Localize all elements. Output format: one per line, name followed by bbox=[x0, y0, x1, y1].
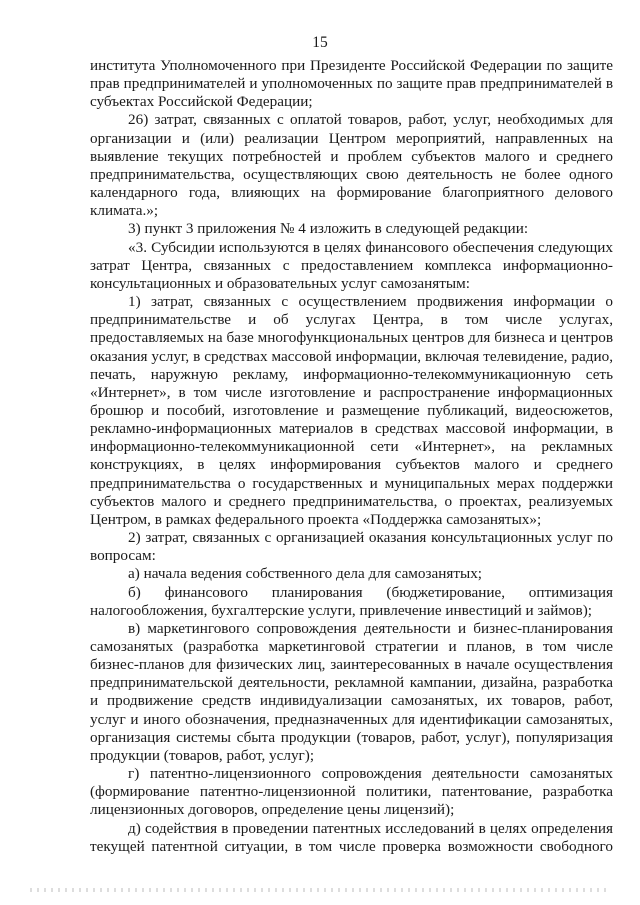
paragraph-subitem-v: в) маркетингового сопровождения деятельности и бизнес-планирования самозанятых (разработка маркетинговой стратегии и планов, в том числе бизнес-планов для физических лиц, заинтересованных в начале осуществления предпринимательской деятельности, рекламной кампании, дизайна, разработка и продвижение средств индивидуализации самозанятых, их товаров, работ, услуг и иного обозначения, предназначенных для идентификации самозанятых, организация системы сбыта продукции (товаров, работ, услуг), популяризация продукции (товаров, работ, услуг); bbox=[90, 619, 613, 764]
paragraph-item-26: 26) затрат, связанных с оплатой товаров, работ, услуг, необходимых для организации и (или) реализации Центром мероприятий, направленных на выявление текущих потребностей и проблем субъектов малого и среднего предпринимательства, осуществляющих свою деятельность не более одного календарного года, влияющих на формирование благоприятного делового климата.»; bbox=[90, 111, 613, 220]
paragraph-subitem-g: г) патентно-лицензионного сопровождения деятельности самозанятых (формирование патентно-лицензионной политики, патентование, разработка лицензионных договоров, определение цены лицензий); bbox=[90, 765, 613, 819]
document-body bbox=[90, 57, 613, 856]
scan-edge-artifact bbox=[30, 888, 610, 892]
paragraph-subitem-2: 2) затрат, связанных с организацией оказания консультационных услуг по вопросам: bbox=[90, 529, 613, 565]
paragraph-clause-3: «3. Субсидии используются в целях финансового обеспечения следующих затрат Центра, связанных с предоставлением комплекса информационно-консультационных и образовательных услуг самозанятым: bbox=[90, 238, 613, 292]
paragraph-continuation: института Уполномоченного при Президенте Российской Федерации по защите прав предпринимателей и уполномоченных по защите прав предпринимателей в субъектах Российской Федерации; bbox=[90, 57, 613, 111]
paragraph-subitem-1: 1) затрат, связанных с осуществлением продвижения информации о предпринимательстве и об услугах Центра, в том числе услугах, предоставляемых на базе многофункциональных центров для бизнеса и центров оказания услуг, в средствах массовой информации, включая телевидение, радио, печать, наружную рекламу, информационно-телекоммуникационную сеть «Интернет», в том числе изготовление и распространение информационных брошюр и пособий, изготовление и размещение публикаций, видеосюжетов, рекламно-информационных материалов в средствах массовой информации, в информационно-телекоммуникационной сети «Интернет», на рекламных конструкциях, в целях информирования субъектов малого и среднего предпринимательства о государственных и муниципальных мерах поддержки субъектов малого и среднего предпринимательства, о проектах, реализуемых Центром, в рамках федерального проекта «Поддержка самозанятых»; bbox=[90, 293, 613, 528]
page-number: 15 bbox=[312, 34, 328, 51]
paragraph-item-3: 3) пункт 3 приложения № 4 изложить в следующей редакции: bbox=[128, 220, 529, 238]
paragraph-subitem-a: а) начала ведения собственного дела для самозанятых; bbox=[128, 565, 483, 583]
paragraph-subitem-b: б) финансового планирования (бюджетирование, оптимизация налогообложения, бухгалтерские услуги, привлечение инвестиций и займов); bbox=[90, 583, 613, 619]
paragraph-subitem-d: д) содействия в проведении патентных исследований в целях определения текущей патентной ситуации, в том числе проверка возможности свободного bbox=[90, 819, 613, 855]
